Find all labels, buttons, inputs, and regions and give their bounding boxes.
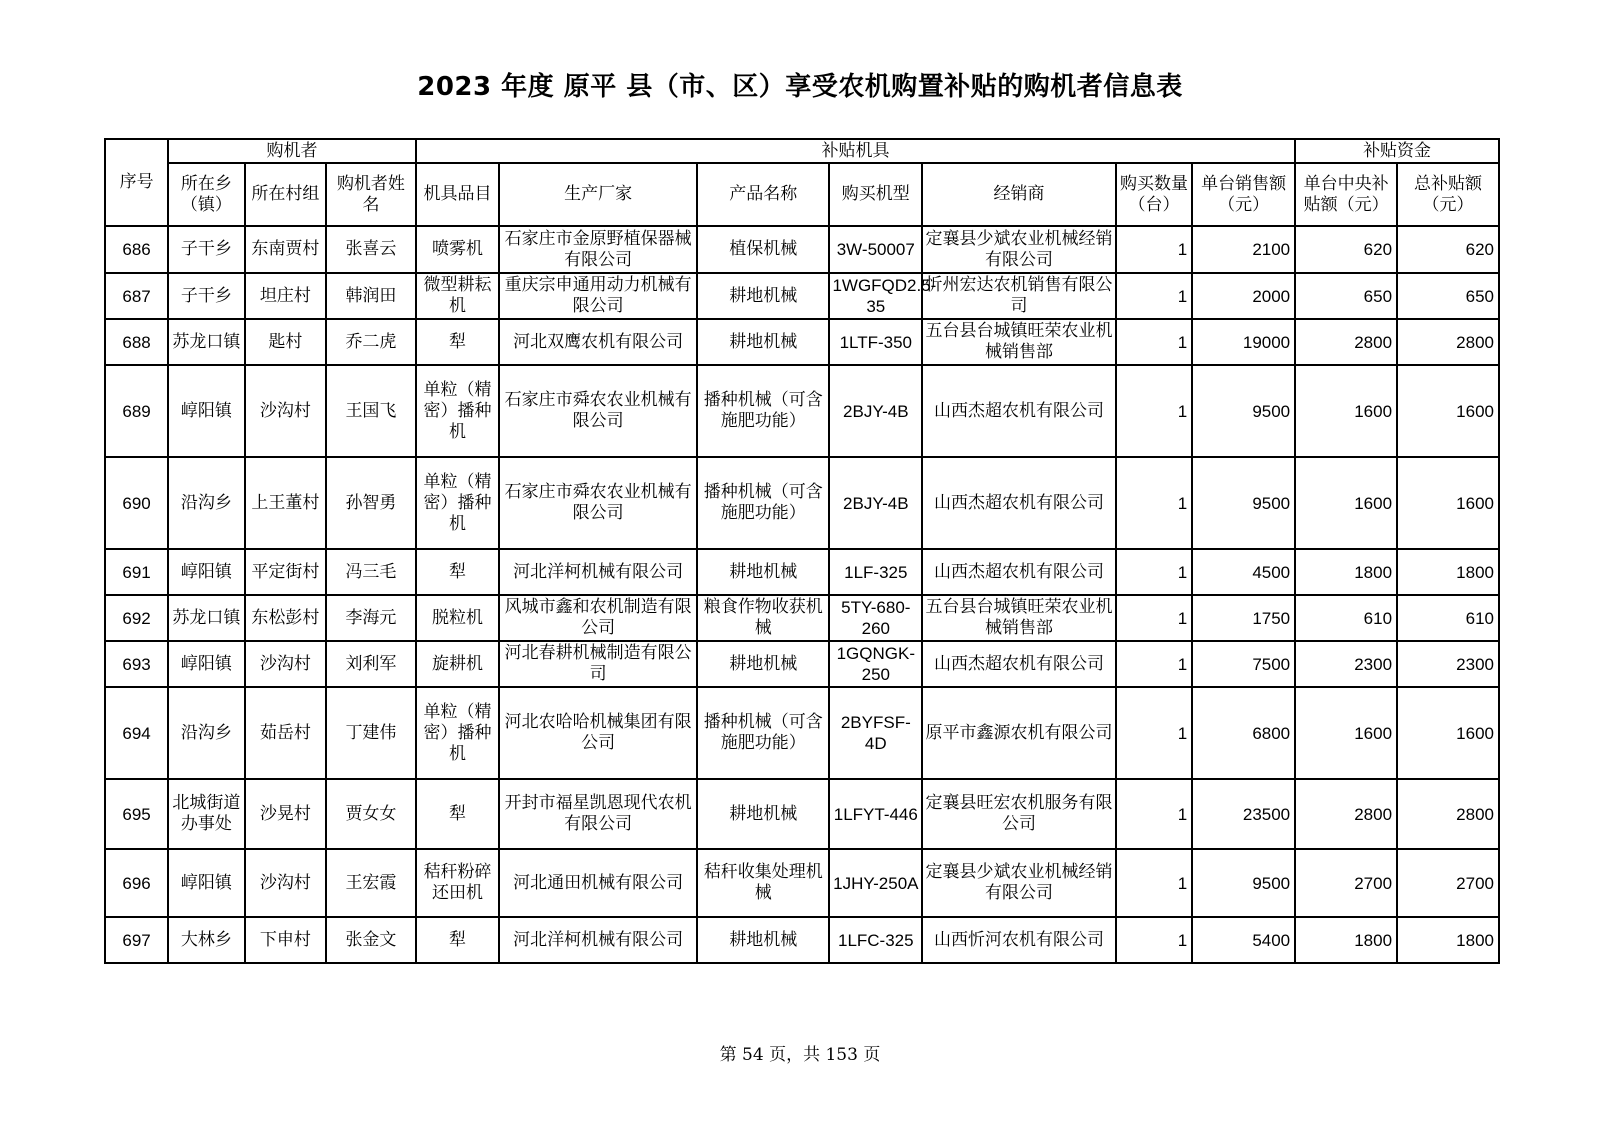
cell-town: 沿沟乡	[168, 457, 244, 549]
cell-product: 秸秆收集处理机械	[697, 849, 829, 917]
cell-village: 东松彭村	[245, 595, 327, 641]
cell-model: 1LFYT-446	[829, 779, 922, 849]
cell-model: 1WGFQD2.5-35	[829, 273, 922, 319]
cell-product: 耕地机械	[697, 917, 829, 963]
cell-model: 1JHY-250A	[829, 849, 922, 917]
cell-product: 播种机械（可含施肥功能）	[697, 457, 829, 549]
cell-model: 2BYFSF-4D	[829, 687, 922, 779]
table-row	[105, 687, 1499, 779]
cell-dealer: 五台县台城镇旺荣农业机械销售部	[922, 595, 1116, 641]
cell-category: 单粒（精密）播种机	[416, 687, 500, 779]
cell-model: 2BJY-4B	[829, 365, 922, 457]
cell-dealer: 山西忻河农机有限公司	[922, 917, 1116, 963]
cell-price: 2000	[1192, 273, 1295, 319]
table-row	[105, 917, 1499, 963]
cell-product: 耕地机械	[697, 273, 829, 319]
cell-dealer: 山西杰超农机有限公司	[922, 365, 1116, 457]
cell-town: 沿沟乡	[168, 687, 244, 779]
cell-buyer-name: 李海元	[326, 595, 416, 641]
cell-buyer-name: 张喜云	[326, 226, 416, 273]
cell-dealer: 原平市鑫源农机有限公司	[922, 687, 1116, 779]
table-row	[105, 549, 1499, 595]
page-title: 2023 年度 原平 县（市、区）享受农机购置补贴的购机者信息表	[417, 72, 1183, 102]
cell-seq: 686	[105, 226, 168, 273]
cell-town: 崞阳镇	[168, 641, 244, 687]
cell-product: 耕地机械	[697, 641, 829, 687]
cell-town: 崞阳镇	[168, 549, 244, 595]
page-footer: 第 54 页，共 153 页	[719, 1045, 881, 1065]
cell-dealer: 忻州宏达农机销售有限公司	[922, 273, 1116, 319]
cell-category: 喷雾机	[416, 226, 500, 273]
cell-price: 23500	[1192, 779, 1295, 849]
cell-maker: 河北通田机械有限公司	[499, 849, 697, 917]
cell-qty: 1	[1116, 365, 1192, 457]
cell-product: 播种机械（可含施肥功能）	[697, 687, 829, 779]
table-row	[105, 457, 1499, 549]
cell-qty: 1	[1116, 687, 1192, 779]
cell-buyer-name: 乔二虎	[326, 319, 416, 365]
header-fund-group: 补贴资金	[1295, 139, 1499, 163]
table-row	[105, 319, 1499, 365]
cell-central-sub: 1600	[1295, 365, 1397, 457]
cell-seq: 693	[105, 641, 168, 687]
cell-price: 1750	[1192, 595, 1295, 641]
cell-total-sub: 1600	[1397, 457, 1499, 549]
header-machine-group: 补贴机具	[416, 139, 1295, 163]
cell-village: 茹岳村	[245, 687, 327, 779]
cell-total-sub: 620	[1397, 226, 1499, 273]
cell-total-sub: 1800	[1397, 917, 1499, 963]
cell-maker: 河北洋柯机械有限公司	[499, 917, 697, 963]
cell-village: 平定街村	[245, 549, 327, 595]
cell-category: 单粒（精密）播种机	[416, 365, 500, 457]
header-buyer-group: 购机者	[168, 139, 416, 163]
cell-qty: 1	[1116, 549, 1192, 595]
cell-buyer-name: 韩润田	[326, 273, 416, 319]
cell-buyer-name: 张金文	[326, 917, 416, 963]
header-category: 机具品目	[416, 163, 500, 226]
cell-seq: 696	[105, 849, 168, 917]
cell-town: 大林乡	[168, 917, 244, 963]
cell-model: 5TY-680-260	[829, 595, 922, 641]
cell-central-sub: 610	[1295, 595, 1397, 641]
cell-product: 植保机械	[697, 226, 829, 273]
cell-town: 子干乡	[168, 226, 244, 273]
cell-price: 6800	[1192, 687, 1295, 779]
cell-seq: 695	[105, 779, 168, 849]
cell-village: 沙沟村	[245, 641, 327, 687]
header-buyer-name: 购机者姓名	[326, 163, 416, 226]
cell-maker: 石家庄市金原野植保器械有限公司	[499, 226, 697, 273]
cell-dealer: 山西杰超农机有限公司	[922, 641, 1116, 687]
cell-village: 沙沟村	[245, 365, 327, 457]
table-row	[105, 779, 1499, 849]
cell-town: 北城街道办事处	[168, 779, 244, 849]
cell-category: 秸秆粉碎还田机	[416, 849, 500, 917]
cell-central-sub: 2700	[1295, 849, 1397, 917]
header-model: 购买机型	[829, 163, 922, 226]
cell-product: 粮食作物收获机械	[697, 595, 829, 641]
table-row	[105, 595, 1499, 641]
cell-village: 东南贾村	[245, 226, 327, 273]
cell-qty: 1	[1116, 319, 1192, 365]
cell-town: 崞阳镇	[168, 365, 244, 457]
cell-maker: 河北春耕机械制造有限公司	[499, 641, 697, 687]
cell-buyer-name: 丁建伟	[326, 687, 416, 779]
header-total-sub: 总补贴额（元）	[1397, 163, 1499, 226]
cell-total-sub: 1600	[1397, 365, 1499, 457]
cell-qty: 1	[1116, 917, 1192, 963]
cell-category: 单粒（精密）播种机	[416, 457, 500, 549]
header-group-row	[105, 139, 1499, 163]
cell-maker: 石家庄市舜农农业机械有限公司	[499, 365, 697, 457]
cell-product: 耕地机械	[697, 779, 829, 849]
header-qty: 购买数量（台）	[1116, 163, 1192, 226]
header-town: 所在乡（镇）	[168, 163, 244, 226]
cell-category: 犁	[416, 549, 500, 595]
cell-central-sub: 1800	[1295, 549, 1397, 595]
cell-seq: 694	[105, 687, 168, 779]
table-row	[105, 641, 1499, 687]
cell-model: 1GQNGK-250	[829, 641, 922, 687]
cell-qty: 1	[1116, 641, 1192, 687]
cell-buyer-name: 孙智勇	[326, 457, 416, 549]
header-column-row	[105, 163, 1499, 226]
cell-dealer: 定襄县少斌农业机械经销有限公司	[922, 849, 1116, 917]
cell-price: 9500	[1192, 365, 1295, 457]
table-row	[105, 273, 1499, 319]
cell-model: 1LTF-350	[829, 319, 922, 365]
cell-town: 苏龙口镇	[168, 595, 244, 641]
cell-central-sub: 2800	[1295, 319, 1397, 365]
cell-buyer-name: 冯三毛	[326, 549, 416, 595]
cell-category: 犁	[416, 779, 500, 849]
cell-central-sub: 1800	[1295, 917, 1397, 963]
cell-village: 匙村	[245, 319, 327, 365]
cell-seq: 692	[105, 595, 168, 641]
cell-village: 坦庄村	[245, 273, 327, 319]
cell-product: 播种机械（可含施肥功能）	[697, 365, 829, 457]
cell-village: 下申村	[245, 917, 327, 963]
cell-product: 耕地机械	[697, 549, 829, 595]
header-product: 产品名称	[697, 163, 829, 226]
table-row	[105, 365, 1499, 457]
cell-maker: 开封市福星凯恩现代农机有限公司	[499, 779, 697, 849]
cell-maker: 河北农哈哈机械集团有限公司	[499, 687, 697, 779]
cell-maker: 重庆宗申通用动力机械有限公司	[499, 273, 697, 319]
cell-seq: 687	[105, 273, 168, 319]
cell-qty: 1	[1116, 457, 1192, 549]
cell-buyer-name: 贾女女	[326, 779, 416, 849]
cell-seq: 688	[105, 319, 168, 365]
cell-category: 脱粒机	[416, 595, 500, 641]
cell-model: 3W-50007	[829, 226, 922, 273]
cell-total-sub: 2800	[1397, 779, 1499, 849]
cell-maker: 河北洋柯机械有限公司	[499, 549, 697, 595]
cell-seq: 691	[105, 549, 168, 595]
cell-price: 2100	[1192, 226, 1295, 273]
cell-price: 19000	[1192, 319, 1295, 365]
subsidy-table	[104, 138, 1500, 964]
cell-model: 2BJY-4B	[829, 457, 922, 549]
cell-price: 5400	[1192, 917, 1295, 963]
cell-central-sub: 2800	[1295, 779, 1397, 849]
cell-qty: 1	[1116, 595, 1192, 641]
cell-dealer: 定襄县少斌农业机械经销有限公司	[922, 226, 1116, 273]
cell-seq: 697	[105, 917, 168, 963]
cell-category: 微型耕耘机	[416, 273, 500, 319]
cell-central-sub: 620	[1295, 226, 1397, 273]
cell-seq: 689	[105, 365, 168, 457]
header-price: 单台销售额（元）	[1192, 163, 1295, 226]
cell-central-sub: 1600	[1295, 687, 1397, 779]
cell-central-sub: 2300	[1295, 641, 1397, 687]
cell-qty: 1	[1116, 849, 1192, 917]
cell-category: 犁	[416, 917, 500, 963]
header-dealer: 经销商	[922, 163, 1116, 226]
cell-qty: 1	[1116, 226, 1192, 273]
cell-total-sub: 2800	[1397, 319, 1499, 365]
cell-product: 耕地机械	[697, 319, 829, 365]
cell-buyer-name: 刘利军	[326, 641, 416, 687]
cell-price: 9500	[1192, 457, 1295, 549]
cell-village: 沙沟村	[245, 849, 327, 917]
cell-maker: 河北双鹰农机有限公司	[499, 319, 697, 365]
cell-seq: 690	[105, 457, 168, 549]
cell-dealer: 山西杰超农机有限公司	[922, 457, 1116, 549]
cell-category: 犁	[416, 319, 500, 365]
cell-model: 1LFC-325	[829, 917, 922, 963]
cell-central-sub: 650	[1295, 273, 1397, 319]
cell-village: 沙晃村	[245, 779, 327, 849]
cell-village: 上王董村	[245, 457, 327, 549]
header-central-sub: 单台中央补贴额（元）	[1295, 163, 1397, 226]
cell-buyer-name: 王国飞	[326, 365, 416, 457]
header-village: 所在村组	[245, 163, 327, 226]
cell-total-sub: 1800	[1397, 549, 1499, 595]
cell-dealer: 五台县台城镇旺荣农业机械销售部	[922, 319, 1116, 365]
cell-total-sub: 2300	[1397, 641, 1499, 687]
cell-dealer: 山西杰超农机有限公司	[922, 549, 1116, 595]
cell-model: 1LF-325	[829, 549, 922, 595]
table-row	[105, 849, 1499, 917]
cell-maker: 石家庄市舜农农业机械有限公司	[499, 457, 697, 549]
cell-price: 4500	[1192, 549, 1295, 595]
cell-total-sub: 650	[1397, 273, 1499, 319]
cell-qty: 1	[1116, 273, 1192, 319]
cell-category: 旋耕机	[416, 641, 500, 687]
header-maker: 生产厂家	[499, 163, 697, 226]
cell-town: 子干乡	[168, 273, 244, 319]
header-seq: 序号	[105, 139, 168, 226]
table-body	[105, 226, 1499, 963]
cell-price: 7500	[1192, 641, 1295, 687]
cell-total-sub: 610	[1397, 595, 1499, 641]
cell-qty: 1	[1116, 779, 1192, 849]
table-row	[105, 226, 1499, 273]
cell-dealer: 定襄县旺宏农机服务有限公司	[922, 779, 1116, 849]
cell-buyer-name: 王宏霞	[326, 849, 416, 917]
cell-town: 崞阳镇	[168, 849, 244, 917]
cell-price: 9500	[1192, 849, 1295, 917]
cell-maker: 风城市鑫和农机制造有限公司	[499, 595, 697, 641]
cell-town: 苏龙口镇	[168, 319, 244, 365]
cell-total-sub: 1600	[1397, 687, 1499, 779]
cell-central-sub: 1600	[1295, 457, 1397, 549]
cell-total-sub: 2700	[1397, 849, 1499, 917]
